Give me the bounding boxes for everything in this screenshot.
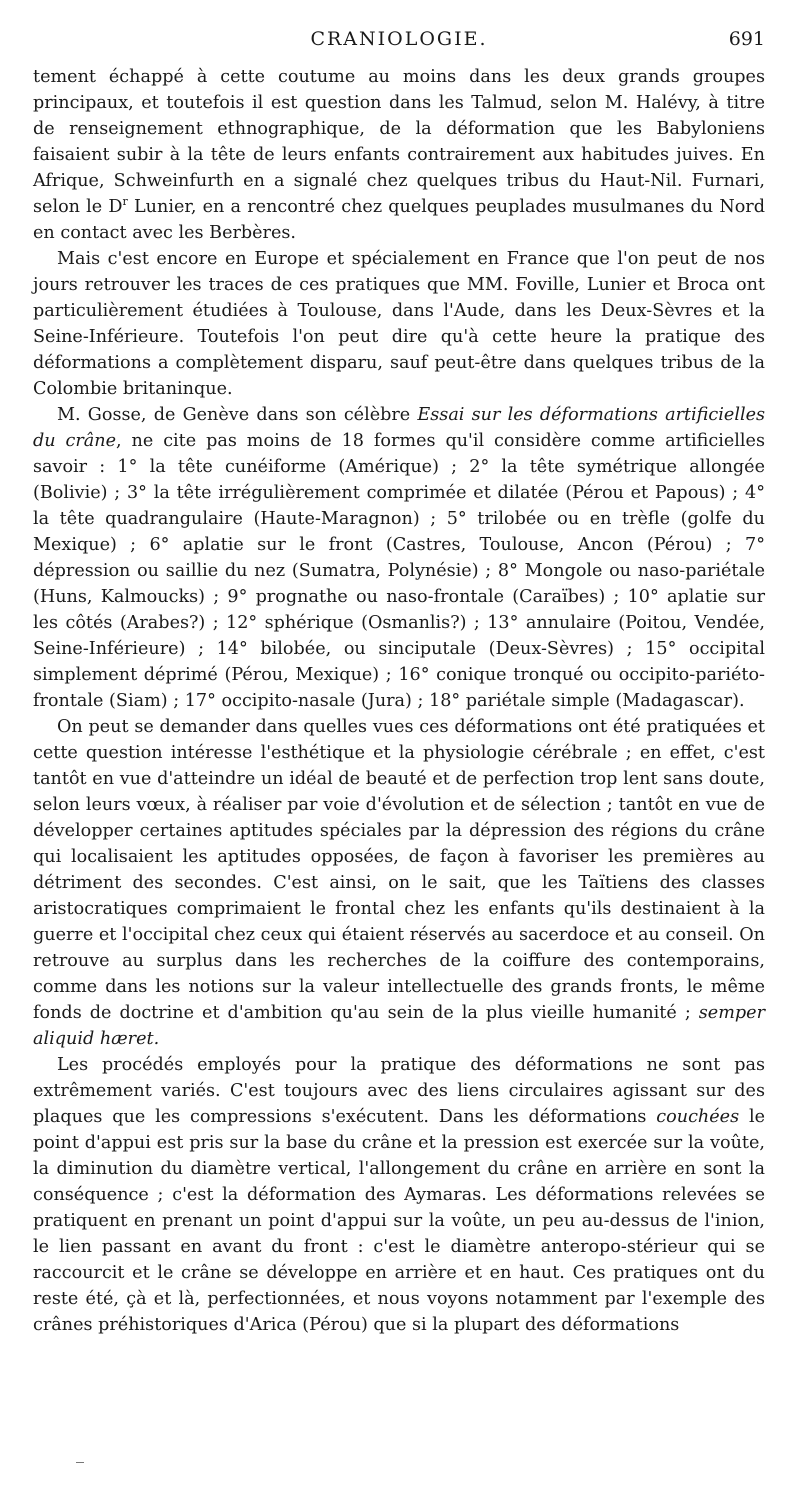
italic-text: couchées bbox=[656, 1107, 740, 1127]
page-number: 691 bbox=[728, 28, 765, 50]
text-segment: Mais c'est encore en Europe et spécialement en France que l'on peut de nos jours retrouver les traces de ces pratiques que MM. Foville, Lunier et Broca ont particulièrement étudiées à Toulouse, dans l'Aude, dans les Deux-Sèvres et la Seine-Inférieure. Toutefois l'on peut dire qu'à cette heure la pratique des déformations a complètement disparu, sauf peut-être dans quelques tribus de la Colombie britaninque. bbox=[33, 249, 765, 399]
body-text bbox=[33, 64, 765, 1338]
text-segment: On peut se demander dans quelles vues ces déformations ont été pratiquées et cette question intéresse l'esthétique et la physiologie cérébrale ; en effet, c'est tantôt en vue d'atteindre un idéal de beauté et de perfection trop lent sans doute, selon leurs vœux, à réaliser par voie d'évolution et de sélection ; tantôt en vue de développer certaines aptitudes spéciales par la dépression des régions du crâne qui localisaient les aptitudes opposées, de façon à favoriser les premières au détriment des secondes. C'est ainsi, on le sait, que les Taïtiens des classes aristocratiques comprimaient le frontal chez les enfants qu'ils destinaient à la guerre et l'occipital chez ceux qui étaient réservés au sacerdoce et au conseil. On retrouve au surplus dans les recherches de la coiffure des contemporains, comme dans les notions sur la valeur intellectuelle des grands fronts, le même fonds de doctrine et d'ambition qu'au sein de la plus vieille humanité ; bbox=[33, 717, 765, 1023]
text-segment: Les procédés employés pour la pratique des déformations ne sont pas extrêmement variés. C'est toujours avec des liens circulaires agissant sur des plaques que les compressions s'exécutent. Dans les déformations bbox=[33, 1055, 765, 1127]
paragraph bbox=[33, 64, 765, 246]
paragraph bbox=[33, 714, 765, 1052]
paragraph bbox=[33, 1052, 765, 1338]
page-header bbox=[33, 28, 765, 58]
text-segment: tement échappé à cette coutume au moins dans les deux grands groupes principaux, et toutefois il est question dans les Talmud, selon M. Halévy, à titre de renseignement ethnographique, de la déformation que les Babyloniens faisaient subir à la tête de leurs enfants contrairement aux habitudes juives. En Afrique, Schweinfurth en a signalé chez quelques tribus du Haut-Nil. Furnari, selon le D bbox=[33, 67, 765, 217]
running-title: CRANIOLOGIE. bbox=[310, 28, 488, 50]
text-segment: le point d'appui est pris sur la base du crâne et la pression est exercée sur la voûte, la diminution du diamètre vertical, l'allongement du crâne en arrière en sont la conséquence ; c'est la déformation des Aymaras. Les déformations relevées se pratiquent en prenant un point d'appui sur la voûte, un peu au-dessus de l'inion, le lien passant en avant du front : c'est le diamètre anteropo-stérieur qui se raccourcit et le crâne se développe en arrière et en haut. Ces pratiques ont du reste été, çà et là, perfectionnées, et nous voyons notamment par l'exemple des crânes préhistoriques d'Arica (Pérou) que si la plupart des déformations bbox=[33, 1107, 765, 1335]
text-segment: , ne cite pas moins de 18 formes qu'il considère comme artificielles savoir : 1° la tête cunéiforme (Amérique) ; 2° la tête symétrique allongée (Bolivie) ; 3° la tête irrégulièrement comprimée et dilatée (Pérou et Papous) ; 4° la tête quadrangulaire (Haute-Maragnon) ; 5° trilobée ou en trèfle (golfe du Mexique) ; 6° aplatie sur le front (Castres, Toulouse, Ancon (Pérou) ; 7° dépression ou saillie du nez (Sumatra, Polynésie) ; 8° Mongole ou naso-pariétale (Huns, Kalmoucks) ; 9° prognathe ou naso-frontale (Caraïbes) ; 10° aplatie sur les côtés (Arabes?) ; 12° sphérique (Osmanlis?) ; 13° annulaire (Poitou, Vendée, Seine-Inférieure) ; 14° bilobée, ou sinciputale (Deux-Sèvres) ; 15° occipital simplement déprimé (Pérou, Mexique) ; 16° conique tronqué ou occipito-pariéto-frontale (Siam) ; 17° occipito-nasale (Jura) ; 18° pariétale simple (Madagascar). bbox=[33, 431, 765, 711]
italic-text: Essai sur les déformations artificielles du crâne bbox=[33, 405, 766, 451]
superscript-text: r bbox=[122, 195, 128, 209]
text-segment: Lunier, en a rencontré chez quelques peuplades musulmanes du Nord en contact avec les Berbères. bbox=[33, 197, 765, 243]
paragraph bbox=[33, 402, 765, 714]
paragraph bbox=[33, 246, 765, 402]
footer-dash bbox=[76, 1462, 84, 1463]
italic-text: semper aliquid hæret. bbox=[33, 1003, 765, 1049]
text-segment: M. Gosse, de Genève dans son célèbre bbox=[57, 405, 418, 425]
